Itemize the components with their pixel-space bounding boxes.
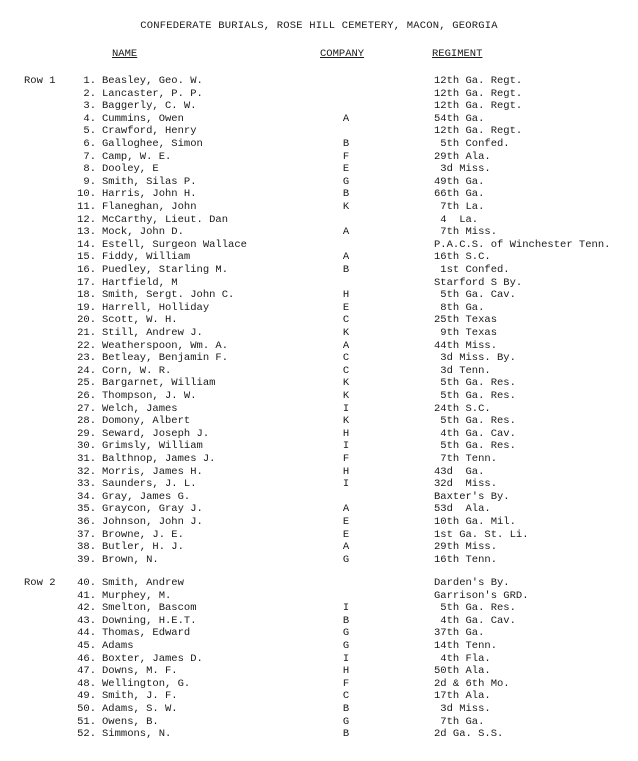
entry-company: B <box>342 703 350 715</box>
entry-regiment: 49th Ga. <box>434 175 485 188</box>
burial-entry <box>0 201 638 214</box>
burial-entry <box>0 100 638 113</box>
entry-number: 8. <box>83 163 96 176</box>
burial-entry <box>0 176 638 189</box>
entry-name: Boxter, James D. <box>102 652 203 665</box>
entry-company: G <box>342 627 350 640</box>
entry-name: Bargarnet, William <box>102 377 216 390</box>
entry-name: Adams, S. W. <box>102 703 178 715</box>
entry-company: K <box>342 390 350 402</box>
entry-company: H <box>342 665 350 678</box>
entry-company: A <box>342 112 350 125</box>
entry-number: 13. <box>77 226 96 239</box>
entry-number: 34. <box>77 490 96 503</box>
entry-name: Smith, J. F. <box>102 690 178 703</box>
entry-company: H <box>342 465 350 478</box>
burial-entry <box>0 728 638 741</box>
entry-regiment: 54th Ga. <box>434 112 485 125</box>
entry-number: 4. <box>83 112 96 125</box>
burial-entry <box>0 151 638 164</box>
entry-regiment: Garrison's GRD. <box>434 589 529 602</box>
column-header-company: COMPANY <box>320 48 365 60</box>
burial-entry <box>0 340 638 353</box>
entry-regiment: 17th Ala. <box>434 690 491 703</box>
entry-regiment: 37th Ga. <box>434 627 485 640</box>
entry-number: 12. <box>77 213 96 226</box>
entry-name: Camp, W. E. <box>102 150 172 163</box>
burial-entry <box>0 640 638 653</box>
entry-company: I <box>342 602 350 615</box>
entry-number: 25. <box>77 377 96 390</box>
entry-name: Browne, J. E. <box>102 528 184 541</box>
entry-regiment: 5th Ga. Res. <box>434 390 516 402</box>
burial-entry <box>0 665 638 678</box>
entry-regiment: 7th Miss. <box>434 226 498 239</box>
entry-regiment: 8th Ga. <box>434 301 485 314</box>
burial-entry <box>0 453 638 466</box>
entry-name: Morris, James H. <box>102 465 203 478</box>
entry-regiment: 5th Confed. <box>434 138 510 150</box>
entry-number: 17. <box>77 276 96 289</box>
entry-number: 20. <box>77 314 96 327</box>
entry-name: Betleay, Benjamin F. <box>102 352 229 365</box>
column-header-regiment: REGIMENT <box>432 48 483 60</box>
entry-regiment: 5th Ga. Res. <box>434 602 516 615</box>
entry-regiment: 5th Ga. Res. <box>434 377 516 390</box>
entry-number: 32. <box>77 465 96 478</box>
entry-name: Smelton, Bascom <box>102 602 197 615</box>
entry-number: 15. <box>77 251 96 264</box>
entry-name: Baggerly, C. W. <box>102 100 197 113</box>
entry-regiment: 4th Ga. Cav. <box>434 427 516 440</box>
entry-number: 51. <box>77 715 96 728</box>
burial-entry <box>0 440 638 453</box>
entry-company: A <box>342 251 350 264</box>
entry-number: 18. <box>77 289 96 302</box>
entry-company: E <box>342 301 350 314</box>
entry-number: 33. <box>77 478 96 491</box>
entry-name: Grimsly, William <box>102 440 203 453</box>
entry-number: 29. <box>77 427 96 440</box>
burial-entry <box>0 239 638 252</box>
entry-regiment: 12th Ga. Regt. <box>434 125 523 138</box>
entry-name: Beasley, Geo. W. <box>102 75 203 87</box>
entry-regiment: 1st Ga. St. Li. <box>434 528 529 541</box>
entry-number: 27. <box>77 402 96 415</box>
entry-regiment: 32d Miss. <box>434 478 498 491</box>
entry-name: Harris, John H. <box>102 188 197 201</box>
entry-name: Domony, Albert <box>102 415 191 428</box>
entry-number: 2. <box>83 87 96 100</box>
entry-company: B <box>342 614 350 627</box>
entry-company: K <box>342 201 350 213</box>
column-header-name: NAME <box>112 48 138 60</box>
entry-regiment: 29th Ala. <box>434 150 491 163</box>
entry-number: 3. <box>83 100 96 113</box>
entry-company: H <box>342 289 350 302</box>
entry-name: Thomas, Edward <box>102 627 191 640</box>
burial-entry <box>0 302 638 315</box>
entry-regiment: Starford S By. <box>434 276 523 289</box>
entry-company: K <box>342 327 350 339</box>
entry-name: Downs, M. F. <box>102 665 178 678</box>
entry-company: B <box>342 728 350 741</box>
entry-company: A <box>342 226 350 239</box>
entry-number: 48. <box>77 677 96 690</box>
entry-regiment: 7th Ga. <box>434 715 485 728</box>
entry-name: Owens, B. <box>102 715 159 728</box>
burial-entry <box>0 289 638 302</box>
entry-company: B <box>342 264 350 276</box>
entry-number: 31. <box>77 453 96 465</box>
burial-entry <box>0 327 638 340</box>
entry-regiment: 1st Confed. <box>434 264 510 276</box>
entry-name: Butler, H. J. <box>102 541 184 554</box>
entry-name: Galloghee, Simon <box>102 138 203 150</box>
burial-entry <box>0 75 638 88</box>
entry-number: 5. <box>83 125 96 138</box>
entry-number: 50. <box>77 703 96 715</box>
entry-company: B <box>342 138 350 150</box>
entry-name: Crawford, Henry <box>102 125 197 138</box>
burial-entry <box>0 88 638 101</box>
burial-entry <box>0 428 638 441</box>
entry-name: Hartfield, M <box>102 276 178 289</box>
entry-name: Smith, Silas P. <box>102 175 197 188</box>
entry-name: Corn, W. R. <box>102 364 172 377</box>
burial-entry <box>0 226 638 239</box>
burial-entry <box>0 503 638 516</box>
burial-entry <box>0 703 638 716</box>
entry-company: F <box>342 677 350 690</box>
entry-name: Fiddy, William <box>102 251 191 264</box>
entry-number: 11. <box>77 201 96 213</box>
entry-number: 40. <box>77 577 96 589</box>
entry-regiment: 5th Ga. Cav. <box>434 289 516 302</box>
entry-regiment: 16th S.C. <box>434 251 491 264</box>
entry-name: Welch, James <box>102 402 178 415</box>
entry-number: 7. <box>83 150 96 163</box>
entry-number: 1. <box>83 75 96 87</box>
burial-entry <box>0 678 638 691</box>
entry-company: I <box>342 652 350 665</box>
entry-company: E <box>342 528 350 541</box>
entry-regiment: 3d Miss. By. <box>434 352 516 365</box>
entry-company: C <box>342 352 350 365</box>
entry-company: K <box>342 377 350 390</box>
entry-number: 46. <box>77 652 96 665</box>
burial-entry <box>0 138 638 151</box>
entry-number: 38. <box>77 541 96 554</box>
entry-regiment: 12th Ga. Regt. <box>434 75 523 87</box>
entry-name: Estell, Surgeon Wallace <box>102 238 247 251</box>
entry-regiment: 4th Fla. <box>434 652 491 665</box>
entry-regiment: 12th Ga. Regt. <box>434 100 523 113</box>
entry-company: E <box>342 163 350 176</box>
burial-entry <box>0 577 638 590</box>
entry-name: Smith, Sergt. John C. <box>102 289 235 302</box>
entry-company: C <box>342 314 350 327</box>
entry-number: 26. <box>77 390 96 402</box>
entry-number: 14. <box>77 238 96 251</box>
entry-regiment: 4 La. <box>434 213 479 226</box>
entry-company: K <box>342 415 350 428</box>
entry-regiment: 9th Texas <box>434 327 498 339</box>
entry-company: C <box>342 364 350 377</box>
entry-name: Downing, H.E.T. <box>102 614 197 627</box>
burial-entry <box>0 615 638 628</box>
burial-entry <box>0 403 638 416</box>
burial-entry <box>0 352 638 365</box>
burial-entry <box>0 541 638 554</box>
burial-entry <box>0 390 638 403</box>
burial-entry <box>0 314 638 327</box>
entry-regiment: 2d & 6th Mo. <box>434 677 510 690</box>
entry-regiment: 14th Tenn. <box>434 640 498 652</box>
entry-company: I <box>342 440 350 453</box>
entry-company: I <box>342 402 350 415</box>
entry-number: 19. <box>77 301 96 314</box>
burial-entry <box>0 478 638 491</box>
entry-name: Dooley, E <box>102 163 159 176</box>
entry-name: Brown, N. <box>102 553 159 566</box>
entry-company: F <box>342 150 350 163</box>
burial-entry <box>0 365 638 378</box>
burial-entry <box>0 125 638 138</box>
entry-name: McCarthy, Lieut. Dan <box>102 213 229 226</box>
burial-entry <box>0 627 638 640</box>
entry-name: Johnson, John J. <box>102 516 203 528</box>
entry-name: Thompson, J. W. <box>102 390 197 402</box>
entry-name: Scott, W. H. <box>102 314 178 327</box>
entry-company: I <box>342 478 350 491</box>
burial-entry <box>0 113 638 126</box>
entry-regiment: 5th Ga. Res. <box>434 415 516 428</box>
entry-name: Still, Andrew J. <box>102 327 203 339</box>
burial-entry <box>0 590 638 603</box>
burial-entry <box>0 466 638 479</box>
entry-company: A <box>342 503 350 516</box>
entry-number: 28. <box>77 415 96 428</box>
entry-company: G <box>342 640 350 652</box>
entry-name: Saunders, J. L. <box>102 478 197 491</box>
entry-regiment: 25th Texas <box>434 314 498 327</box>
entry-company: G <box>342 175 350 188</box>
entry-regiment: 66th Ga. <box>434 188 485 201</box>
entry-regiment: P.A.C.S. of Winchester Tenn. <box>434 238 611 251</box>
entry-regiment: Darden's By. <box>434 577 510 589</box>
burial-entry <box>0 602 638 615</box>
entry-company: E <box>342 516 350 528</box>
entry-name: Wellington, G. <box>102 677 191 690</box>
entry-company: F <box>342 453 350 465</box>
entry-number: 23. <box>77 352 96 365</box>
entry-name: Lancaster, P. P. <box>102 87 203 100</box>
entry-number: 44. <box>77 627 96 640</box>
entry-regiment: Baxter's By. <box>434 490 510 503</box>
entry-number: 10. <box>77 188 96 201</box>
burial-entry <box>0 516 638 529</box>
entry-regiment: 50th Ala. <box>434 665 491 678</box>
entry-name: Harrell, Holliday <box>102 301 210 314</box>
entry-number: 45. <box>77 640 96 652</box>
row-label: Row 1 <box>24 75 56 87</box>
entry-regiment: 43d Ga. <box>434 465 485 478</box>
entry-name: Balthnop, James J. <box>102 453 216 465</box>
entry-name: Graycon, Gray J. <box>102 503 203 516</box>
burial-entry <box>0 163 638 176</box>
entry-regiment: 24th S.C. <box>434 402 491 415</box>
entry-company: H <box>342 427 350 440</box>
entry-name: Flaneghan, John <box>102 201 197 213</box>
entry-regiment: 3d Miss. <box>434 163 491 176</box>
burial-entry <box>0 188 638 201</box>
entry-company: G <box>342 553 350 566</box>
entry-regiment: 5th Ga. Res. <box>434 440 516 453</box>
burial-entry <box>0 251 638 264</box>
entry-number: 22. <box>77 339 96 352</box>
entry-number: 36. <box>77 516 96 528</box>
entry-name: Gray, James G. <box>102 490 191 503</box>
entry-name: Cummins, Owen <box>102 112 184 125</box>
burial-entry <box>0 653 638 666</box>
entry-name: Simmons, N. <box>102 728 172 741</box>
entry-regiment: 44th Miss. <box>434 339 498 352</box>
entry-number: 16. <box>77 264 96 276</box>
burial-entry <box>0 264 638 277</box>
entry-name: Murphey, M. <box>102 589 172 602</box>
entry-number: 35. <box>77 503 96 516</box>
entry-regiment: 12th Ga. Regt. <box>434 87 523 100</box>
burial-entry <box>0 716 638 729</box>
entry-name: Puedley, Starling M. <box>102 264 229 276</box>
burial-entry <box>0 554 638 567</box>
entry-company: B <box>342 188 350 201</box>
entry-name: Adams <box>102 640 134 652</box>
entry-regiment: 53d Ala. <box>434 503 491 516</box>
entry-number: 21. <box>77 327 96 339</box>
entry-regiment: 29th Miss. <box>434 541 498 554</box>
entry-number: 49. <box>77 690 96 703</box>
entry-number: 37. <box>77 528 96 541</box>
entry-number: 52. <box>77 728 96 741</box>
burial-entry <box>0 491 638 504</box>
entry-number: 39. <box>77 553 96 566</box>
burial-entry <box>0 415 638 428</box>
entry-company: A <box>342 339 350 352</box>
entry-number: 6. <box>83 138 96 150</box>
entry-regiment: 7th Tenn. <box>434 453 498 465</box>
entry-name: Seward, Joseph J. <box>102 427 210 440</box>
entry-regiment: 7th La. <box>434 201 485 213</box>
entry-company: G <box>342 715 350 728</box>
entry-regiment: 3d Miss. <box>434 703 491 715</box>
row-label: Row 2 <box>24 577 56 589</box>
burial-entry <box>0 277 638 290</box>
burial-entry <box>0 214 638 227</box>
burial-entry <box>0 690 638 703</box>
entry-name: Weatherspoon, Wm. A. <box>102 339 229 352</box>
entry-number: 30. <box>77 440 96 453</box>
entry-number: 43. <box>77 614 96 627</box>
entry-regiment: 4th Ga. Cav. <box>434 614 516 627</box>
document-title: CONFEDERATE BURIALS, ROSE HILL CEMETERY, MACON, GEORGIA <box>140 20 498 32</box>
entry-company: A <box>342 541 350 554</box>
entry-name: Mock, John D. <box>102 226 184 239</box>
entry-regiment: 10th Ga. Mil. <box>434 516 516 528</box>
entry-number: 24. <box>77 364 96 377</box>
entry-regiment: 3d Tenn. <box>434 364 491 377</box>
entry-number: 47. <box>77 665 96 678</box>
entry-name: Smith, Andrew <box>102 577 184 589</box>
entry-company: C <box>342 690 350 703</box>
entry-number: 42. <box>77 602 96 615</box>
entry-number: 9. <box>83 175 96 188</box>
entry-number: 41. <box>77 589 96 602</box>
burial-entry <box>0 377 638 390</box>
entry-regiment: 16th Tenn. <box>434 553 498 566</box>
entry-regiment: 2d Ga. S.S. <box>434 728 504 741</box>
burial-entry <box>0 529 638 542</box>
